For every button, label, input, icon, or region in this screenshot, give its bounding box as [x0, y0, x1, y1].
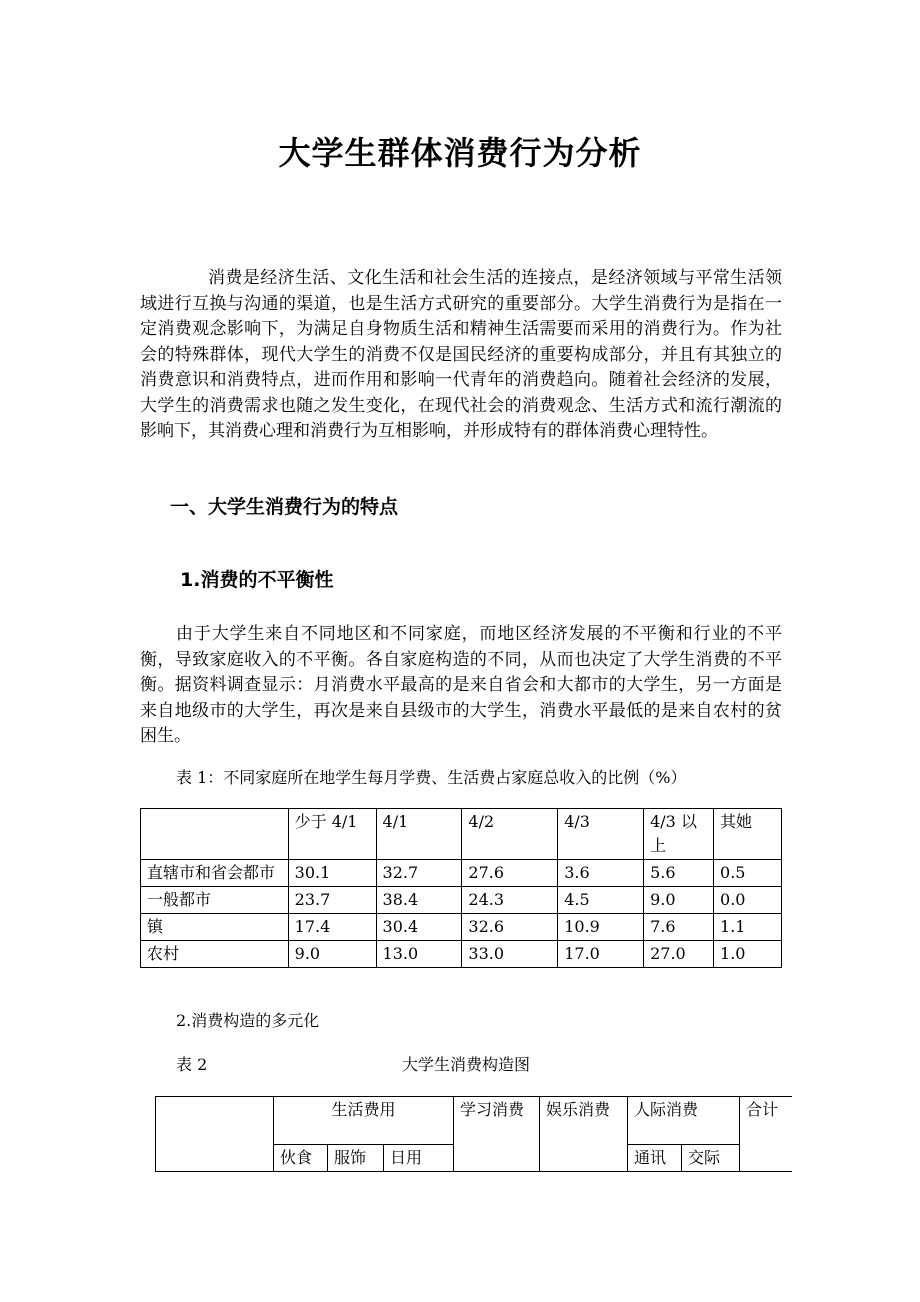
- table-cell: 30.4: [376, 914, 462, 941]
- table-header-cell: 学习消费: [454, 1097, 540, 1172]
- table-cell: 4.5: [558, 887, 644, 914]
- table-header-cell: 4/1: [376, 809, 462, 860]
- table-cell: 0.0: [714, 887, 782, 914]
- table-cell: 17.0: [558, 941, 644, 968]
- table-cell: 23.7: [288, 887, 376, 914]
- table-row: [141, 914, 782, 941]
- table-cell: 0.5: [714, 860, 782, 887]
- table-header-row: [141, 809, 782, 860]
- table2-label: 表 2: [176, 1055, 208, 1074]
- table-cell: 农村: [141, 941, 289, 968]
- table-header-cell: 4/2: [462, 809, 558, 860]
- table-header-cell: 娱乐消费: [540, 1097, 628, 1172]
- subsection-heading-2: 2.消费构造的多元化: [176, 1011, 320, 1030]
- table-cell: 5.6: [644, 860, 714, 887]
- table-row: [141, 887, 782, 914]
- table-header-cell: 伙食: [274, 1145, 328, 1172]
- body-paragraph: 由于大学生来自不同地区和不同家庭，而地区经济发展的不平衡和行业的不平衡，导致家庭收入的不平衡。各自家庭构造的不同，从而也决定了大学生消费的不平衡。据资料调查显示：月消费水平最高的是来自省会和大都市的大学生，另一方面是来自地级市的大学生，再次是来自县级市的大学生，消费水平最低的是来自农村的贫困生。: [140, 624, 782, 746]
- table-header-cell: 交际: [682, 1145, 740, 1172]
- table-header-cell: 生活费用: [274, 1097, 454, 1145]
- table-cell: 1.1: [714, 914, 782, 941]
- subsection-heading: 1.消费的不平衡性: [180, 569, 334, 591]
- table-cell: 32.6: [462, 914, 558, 941]
- table-header-cell: 其她: [714, 809, 782, 860]
- table-header-cell: 日用: [384, 1145, 454, 1172]
- table-header-cell: 服饰: [328, 1145, 384, 1172]
- table1: [140, 808, 782, 968]
- table-cell: 38.4: [376, 887, 462, 914]
- table-cell: 一般都市: [141, 887, 289, 914]
- table-cell: 3.6: [558, 860, 644, 887]
- table-cell: 10.9: [558, 914, 644, 941]
- table-cell: 13.0: [376, 941, 462, 968]
- table-cell: 27.0: [644, 941, 714, 968]
- table-header-cell: [141, 809, 289, 860]
- table-header-cell: 通讯: [628, 1145, 682, 1172]
- intro-paragraph: 消费是经济生活、文化生活和社会生活的连接点，是经济领域与平常生活领域进行互换与沟通的渠道，也是生活方式研究的重要部分。大学生消费行为是指在一定消费观念影响下，为满足自身物质生活和精神生活需要而采用的消费行为。作为社会的特殊群体，现代大学生的消费不仅是国民经济的重要构成部分，并且有其独立的消费意识和消费特点，进而作用和影响一代青年的消费趋向。随着社会经济的发展，大学生的消费需求也随之发生变化，在现代社会的消费观念、生活方式和流行潮流的影响下，其消费心理和消费行为互相影响，并形成特有的群体消费心理特性。: [140, 268, 782, 441]
- section-heading: 一、大学生消费行为的特点: [170, 496, 399, 518]
- table2-title: 大学生消费构造图: [402, 1055, 531, 1074]
- page-title: 大学生群体消费行为分析: [278, 134, 642, 172]
- table-cell: 9.0: [288, 941, 376, 968]
- table-header-cell: 4/3 以上: [644, 809, 714, 860]
- table-cell: 7.6: [644, 914, 714, 941]
- table-corner-cell: [156, 1097, 274, 1172]
- table-header-row: [156, 1097, 792, 1145]
- table-cell: 17.4: [288, 914, 376, 941]
- table-header-cell: 4/3: [558, 809, 644, 860]
- table-cell: 27.6: [462, 860, 558, 887]
- table-row: [141, 860, 782, 887]
- table-row: [141, 941, 782, 968]
- table-cell: 33.0: [462, 941, 558, 968]
- table-header-cell: 人际消费: [628, 1097, 740, 1145]
- table-header-cell: 少于 4/1: [288, 809, 376, 860]
- table-cell: 1.0: [714, 941, 782, 968]
- table1-caption: 表 1：不同家庭所在地学生每月学费、生活费占家庭总收入的比例（%）: [176, 768, 687, 787]
- table-cell: 直辖市和省会都市: [141, 860, 289, 887]
- table2: [155, 1096, 792, 1172]
- table-cell: 32.7: [376, 860, 462, 887]
- table-cell: 9.0: [644, 887, 714, 914]
- table-cell: 镇: [141, 914, 289, 941]
- table-cell: 24.3: [462, 887, 558, 914]
- table-header-cell: 合计: [740, 1097, 792, 1172]
- table-cell: 30.1: [288, 860, 376, 887]
